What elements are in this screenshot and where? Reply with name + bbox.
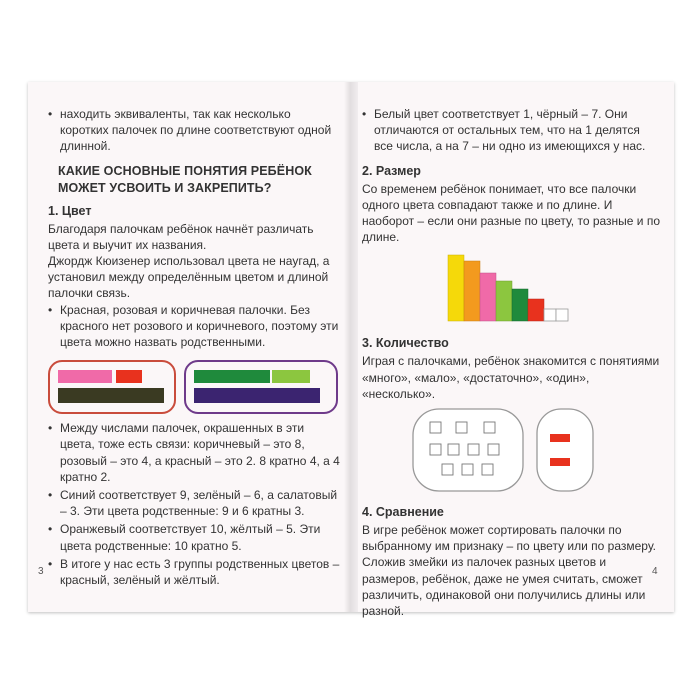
section-title-quantity: 3. Количество — [362, 336, 449, 351]
small-cube — [484, 422, 495, 433]
bullet-dot: • — [48, 107, 53, 121]
related-rods-illustration — [48, 360, 342, 412]
left-page — [48, 96, 342, 590]
bullet-text: Оранжевый соответствует 10, жёлтый – 5. Эти цвета родственные: 10 кратно 5. — [60, 522, 321, 553]
quantity-illustration — [362, 408, 662, 494]
small-cube — [456, 422, 467, 433]
bullet-dot: • — [48, 522, 53, 537]
bullet-text: В итоге у нас есть 3 группы родственных цветов – красный, зелёный и жёлтый. — [60, 556, 340, 588]
bullet-dot: • — [362, 107, 367, 121]
section-color-p1: Благодаря палочкам ребёнок начнёт различать цвета и выучит их названия. — [48, 221, 314, 252]
section-title-color: 1. Цвет — [48, 203, 92, 218]
small-cube — [430, 422, 441, 433]
small-cube — [430, 444, 441, 455]
small-cube — [448, 444, 459, 455]
red-small-rod — [550, 434, 570, 442]
red-rod — [116, 370, 142, 383]
section-size-text: Со временем ребёнок понимает, что все палочки одного цвета совпадают также и по длине. И наоборот – если они разные по цвету, то разные и по длине. — [362, 181, 661, 245]
bullet-item — [48, 521, 342, 553]
red-group-frame — [48, 360, 176, 414]
section-comparison-text: В игре ребёнок может сортировать палочки по выбранному им признаку – по цвету или по размеру. Сложив змейки из палочек разных цветов и размеров, ребёнок, даже не умея считать, сможет различить, одинаковой они получились длины или разной. — [362, 523, 656, 619]
page-number-left: 3 — [38, 566, 44, 577]
book-spine — [344, 82, 358, 612]
bullet-dot: • — [48, 421, 53, 436]
few-rods-frame — [536, 408, 594, 492]
white-rod-2 — [556, 309, 568, 321]
related-colors-text: Красная, розовая и коричневая палочки. Без красного нет розового и коричневого, поэтому эти цвета можно назвать родственными. — [60, 302, 339, 350]
lime-stair-rod — [496, 281, 512, 321]
green-stair-rod — [512, 289, 528, 321]
section-title-size: 2. Размер — [362, 163, 421, 178]
pink-stair-rod — [480, 273, 496, 321]
page-number-right: 4 — [652, 566, 658, 577]
bullet-item — [48, 420, 342, 485]
red-stair-rod — [528, 299, 544, 321]
many-cubes-frame — [412, 408, 524, 492]
section-quantity-text: Играя с палочками, ребёнок знакомится с понятиями «много», «мало», «достаточно», «один», «несколько». — [362, 354, 660, 401]
lime-rod — [272, 370, 310, 383]
bullet-item — [48, 487, 342, 519]
green-rod — [194, 370, 270, 383]
small-cube — [468, 444, 479, 455]
red-small-rod — [550, 458, 570, 466]
small-cube — [488, 444, 499, 455]
bullet-dot: • — [48, 488, 53, 503]
yellow-rod — [448, 255, 464, 321]
section-color-p2: Джордж Кюизенер использовал цвета не наугад, а установил между определённым цветом и длиной палочки связь. — [48, 254, 330, 301]
section-title-comparison: 4. Сравнение — [362, 505, 444, 520]
right-page — [362, 96, 662, 619]
bullet-dot: • — [48, 302, 53, 317]
green-group-frame — [184, 360, 338, 414]
small-cube — [462, 464, 473, 475]
intro-bullet-text: Белый цвет соответствует 1, чёрный – 7. Они отличаются от остальных тем, что на 1 делятся все числа, а на 7 – ни одно из имеющихся у нас. — [374, 107, 646, 154]
blue-rod — [194, 388, 320, 403]
bullet-dot: • — [48, 556, 53, 571]
pink-rod — [58, 370, 112, 383]
orange-rod — [464, 261, 480, 321]
intro-bullet-text: находить эквиваленты, так как несколько коротких палочек по длине соответствуют одной длинной. — [60, 107, 332, 154]
white-rod-1 — [544, 309, 556, 321]
bullet-item — [48, 556, 342, 588]
bullet-item — [48, 302, 342, 351]
bullet-text: Между числами палочек, окрашенных в эти цвета, тоже есть связи: коричневый – это 8, розовый – это 4, а красный – это 2. 8 кратно 4, а 4 кратно 2. — [60, 421, 340, 484]
bullet-item — [48, 106, 342, 155]
brown-rod — [58, 388, 164, 403]
small-cube — [442, 464, 453, 475]
main-heading: КАКИЕ ОСНОВНЫЕ ПОНЯТИЯ РЕБЁНОК МОЖЕТ УСВОИТЬ И ЗАКРЕПИТЬ? — [58, 163, 312, 195]
bullet-item — [362, 106, 662, 155]
small-cube — [482, 464, 493, 475]
bullet-text: Синий соответствует 9, зелёный – 6, а салатовый – 3. Эти цвета родственные: 9 и 6 кратны 3. — [60, 488, 338, 519]
staircase-rods-illustration — [446, 251, 586, 325]
